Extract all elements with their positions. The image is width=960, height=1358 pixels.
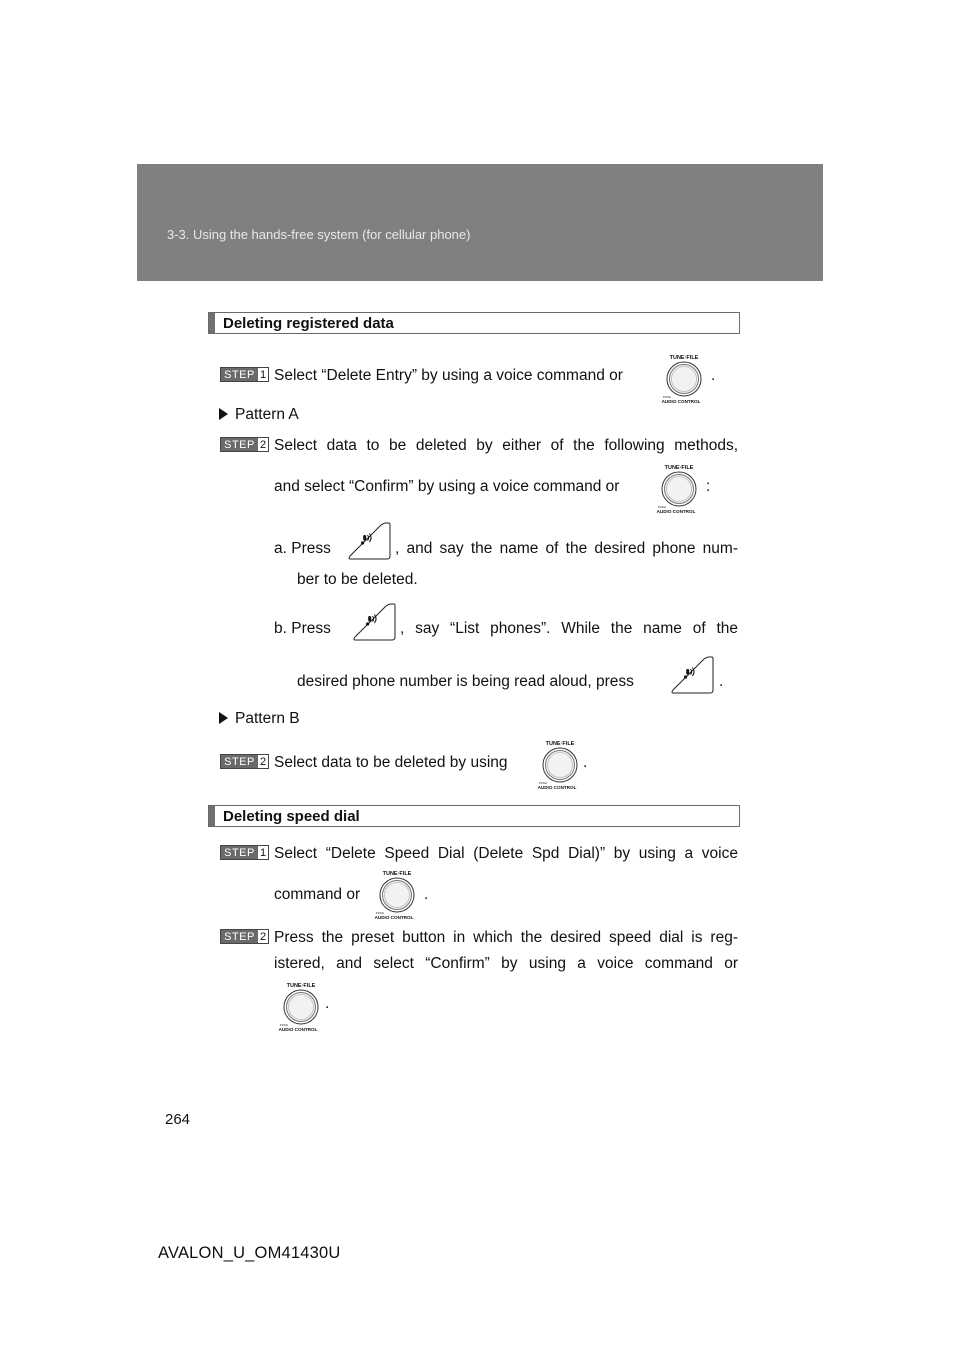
option-b-prefix: b. Press	[274, 620, 331, 637]
tune-file-knob-icon	[657, 352, 711, 406]
svg-text:AUDIO CONTROL: AUDIO CONTROL	[661, 399, 701, 404]
chapter-header	[137, 164, 823, 281]
step-text: and select “Confirm” by using a voice command or	[274, 478, 620, 495]
step-label: STEP	[221, 930, 258, 943]
tune-file-knob-icon	[370, 868, 424, 922]
step-number: 1	[259, 368, 267, 381]
section-heading-deleting-registered-data	[208, 312, 740, 334]
svg-text:AUDIO CONTROL: AUDIO CONTROL	[656, 509, 696, 514]
svg-text:TUNE·FILE: TUNE·FILE	[669, 355, 699, 361]
svg-text:PUSH: PUSH	[663, 395, 671, 399]
heading-accent-bar	[209, 313, 215, 333]
section-title: Deleting registered data	[223, 315, 394, 332]
tune-file-knob-icon	[274, 980, 328, 1034]
svg-text:TUNE·FILE: TUNE·FILE	[382, 871, 412, 877]
step-text-end: .	[583, 754, 588, 771]
step-text-end: :	[706, 478, 711, 495]
option-b-text: desired phone number is being read aloud, press	[297, 673, 634, 690]
pointer-arrow-icon	[219, 712, 228, 724]
pattern-b-heading	[219, 710, 300, 728]
step-badge	[220, 754, 269, 769]
pattern-a-heading	[219, 406, 299, 424]
svg-text:PUSH: PUSH	[280, 1023, 288, 1027]
step-badge	[220, 845, 269, 860]
option-b-text-end: .	[719, 673, 724, 690]
pointer-arrow-icon	[219, 408, 228, 420]
step-text: command or	[274, 886, 361, 903]
page-number: 264	[165, 1111, 191, 1128]
heading-accent-bar	[209, 806, 215, 826]
step-label: STEP	[221, 438, 258, 451]
step-number: 2	[259, 438, 267, 451]
step-text: Select data to be deleted by either of the following methods,	[274, 437, 738, 454]
step-text-end: .	[424, 886, 429, 903]
svg-text:TUNE·FILE: TUNE·FILE	[286, 983, 316, 989]
svg-text:AUDIO CONTROL: AUDIO CONTROL	[374, 915, 414, 920]
option-a-text: , and say the name of the desired phone num-	[395, 540, 738, 557]
option-a-text: ber to be deleted.	[297, 571, 418, 588]
step-text: Press the preset button in which the desired speed dial is reg-	[274, 929, 738, 946]
talk-switch-icon	[352, 603, 396, 641]
section-heading-deleting-speed-dial	[208, 805, 740, 827]
pattern-label: Pattern A	[235, 406, 299, 423]
section-title: Deleting speed dial	[223, 808, 360, 825]
svg-text:PUSH: PUSH	[539, 781, 547, 785]
document-code: AVALON_U_OM41430U	[158, 1244, 341, 1262]
step-text: istered, and select “Confirm” by using a voice command or	[274, 955, 738, 972]
chapter-section-title: 3-3. Using the hands-free system (for cellular phone)	[167, 227, 471, 242]
svg-text:PUSH: PUSH	[376, 911, 384, 915]
step-text-end: .	[325, 995, 330, 1012]
option-a-prefix: a. Press	[274, 540, 331, 557]
pattern-label: Pattern B	[235, 710, 300, 727]
svg-text:TUNE·FILE: TUNE·FILE	[664, 465, 694, 471]
step-badge	[220, 367, 269, 382]
svg-text:TUNE·FILE: TUNE·FILE	[545, 741, 575, 747]
step-text: Select data to be deleted by using	[274, 754, 508, 771]
step-text-end: .	[711, 367, 716, 384]
svg-text:AUDIO CONTROL: AUDIO CONTROL	[537, 785, 577, 790]
step-badge	[220, 437, 269, 452]
step-label: STEP	[221, 846, 258, 859]
tune-file-knob-icon	[652, 462, 706, 516]
step-badge	[220, 929, 269, 944]
option-b-text: , say “List phones”. While the name of the	[400, 620, 738, 637]
talk-switch-icon	[670, 656, 714, 694]
step-number: 1	[259, 846, 267, 859]
step-text: Select “Delete Entry” by using a voice command or	[274, 367, 623, 384]
svg-text:AUDIO CONTROL: AUDIO CONTROL	[278, 1027, 318, 1032]
step-text: Select “Delete Speed Dial (Delete Spd Dial)” by using a voice	[274, 845, 738, 862]
step-label: STEP	[221, 368, 258, 381]
step-number: 2	[259, 755, 267, 768]
talk-switch-icon	[347, 522, 391, 560]
svg-text:PUSH: PUSH	[658, 505, 666, 509]
tune-file-knob-icon	[533, 738, 587, 792]
step-label: STEP	[221, 755, 258, 768]
step-number: 2	[259, 930, 267, 943]
